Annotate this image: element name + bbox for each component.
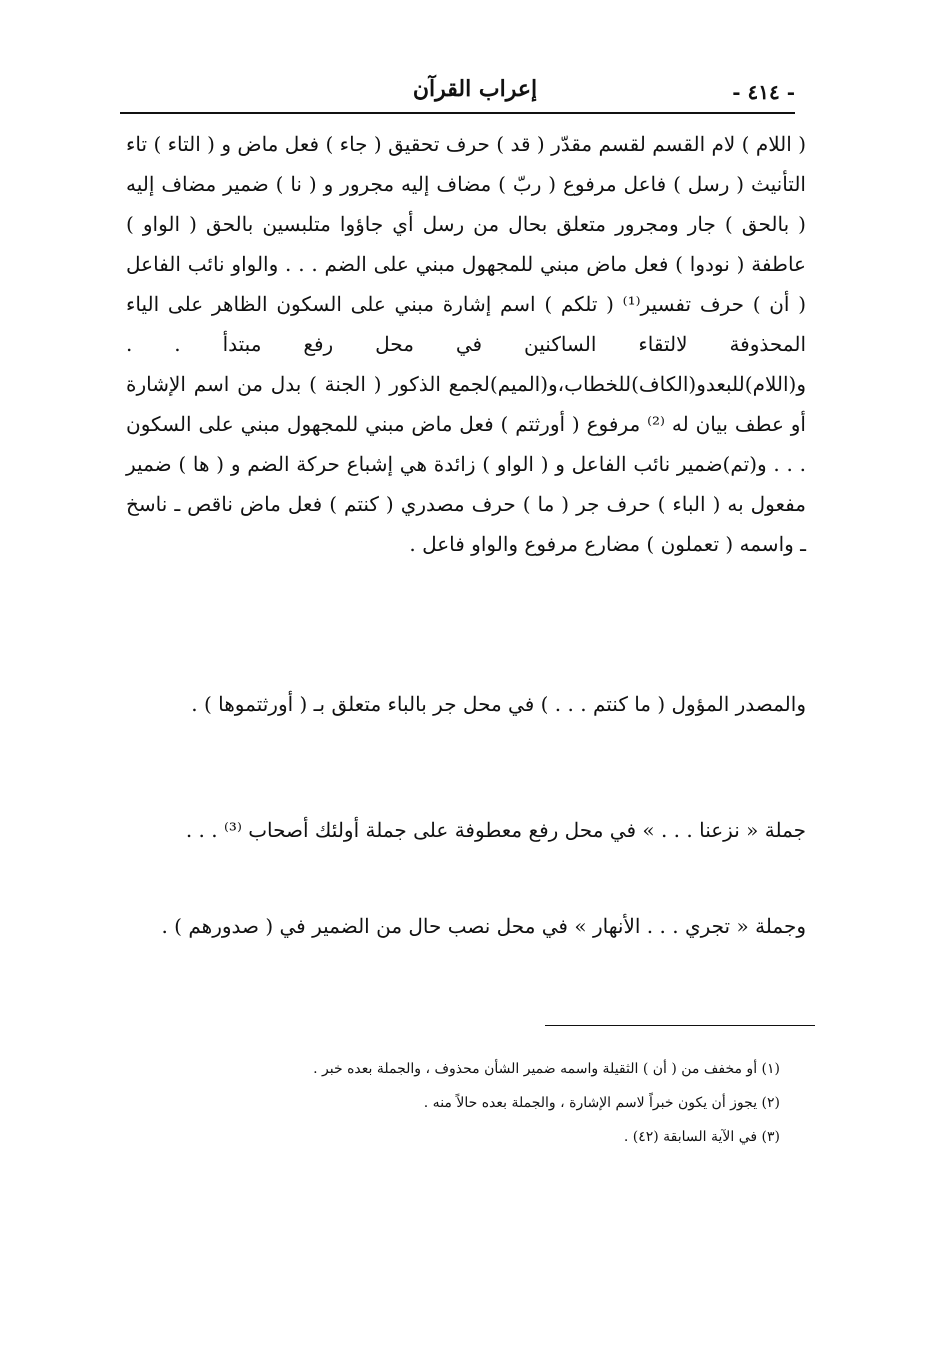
paragraph-block-4: [126, 906, 806, 946]
paragraph-block-1: [126, 124, 806, 564]
paragraph-block-3: [126, 810, 806, 850]
page-header: [120, 68, 795, 116]
footnote-2: (٢) يجوز أن يكون خبراً لاسم الإشارة ، والجملة بعده حالاً منه .: [423, 1095, 780, 1111]
footnote-3: (٣) في الآية السابقة (٤٢) .: [623, 1129, 780, 1145]
paragraph-main: ( اللام ) لام القسم لقسم مقدّر ( قد ) حرف تحقيق ( جاء ) فعل ماض و ( التاء ) تاء التأنيث ( رسل ) فاعل مرفوع ( ربّ ) مضاف إليه مجرور و ( نا ) ضمير مضاف إليه ( بالحق ) جار ومجرور متعلق بحال من رسل أي جاؤوا متلبسين بالحق ( الواو ) عاطفة ( نودوا ) فعل ماض مبني للمجهول مبني على الضم . . . والواو نائب الفاعل ( أن ) حرف تفسير⁽¹⁾ ( تلكم ) اسم إشارة مبني على السكون الظاهر على الياء المحذوفة لالتقاء الساكنين في محل رفع مبتدأ . . و(اللام)للبعدو(الكاف)للخطاب،و(الميم)لجمع الذكور ( الجنة ) بدل من اسم الإشارة أو عطف بيان له ⁽²⁾ مرفوع ( أورثتم ) فعل ماض مبني للمجهول مبني على السكون . . . و(تم)ضمير نائب الفاعل و ( الواو ) زائدة هي إشباع حركة الضم و ( ها ) ضمير مفعول به ( الباء ) حرف جر ( ما ) حرف مصدري ( كنتم ) فعل ماض ناقص ـ ناسخ ـ واسمه ( تعملون ) مضارع مرفوع والواو فاعل .: [126, 132, 806, 556]
paragraph-jumla-2: وجملة « تجري . . . الأنهار » في محل نصب حال من الضمير في ( صدورهم ) .: [161, 914, 806, 938]
footnotes: [190, 1052, 780, 1154]
paragraph-jumla-1: جملة « نزعنا . . . » في محل رفع معطوفة على جملة أولئك أصحاب ⁽³⁾ . . .: [185, 818, 806, 842]
footnote-separator: [545, 1025, 815, 1026]
paragraph-masdar: والمصدر المؤول ( ما كنتم . . . ) في محل جر بالباء متعلق بـ ( أورثتموها ) .: [191, 692, 806, 716]
paragraph-block-2: [126, 684, 806, 724]
page-number: - ٤١٤ -: [732, 80, 795, 104]
book-title: إعراب القرآن: [412, 76, 538, 102]
footnote-1: (١) أو مخفف من ( أن ) الثقيلة واسمه ضمير الشأن محذوف ، والجملة بعده خبر .: [313, 1061, 780, 1077]
header-rule: [120, 112, 795, 114]
